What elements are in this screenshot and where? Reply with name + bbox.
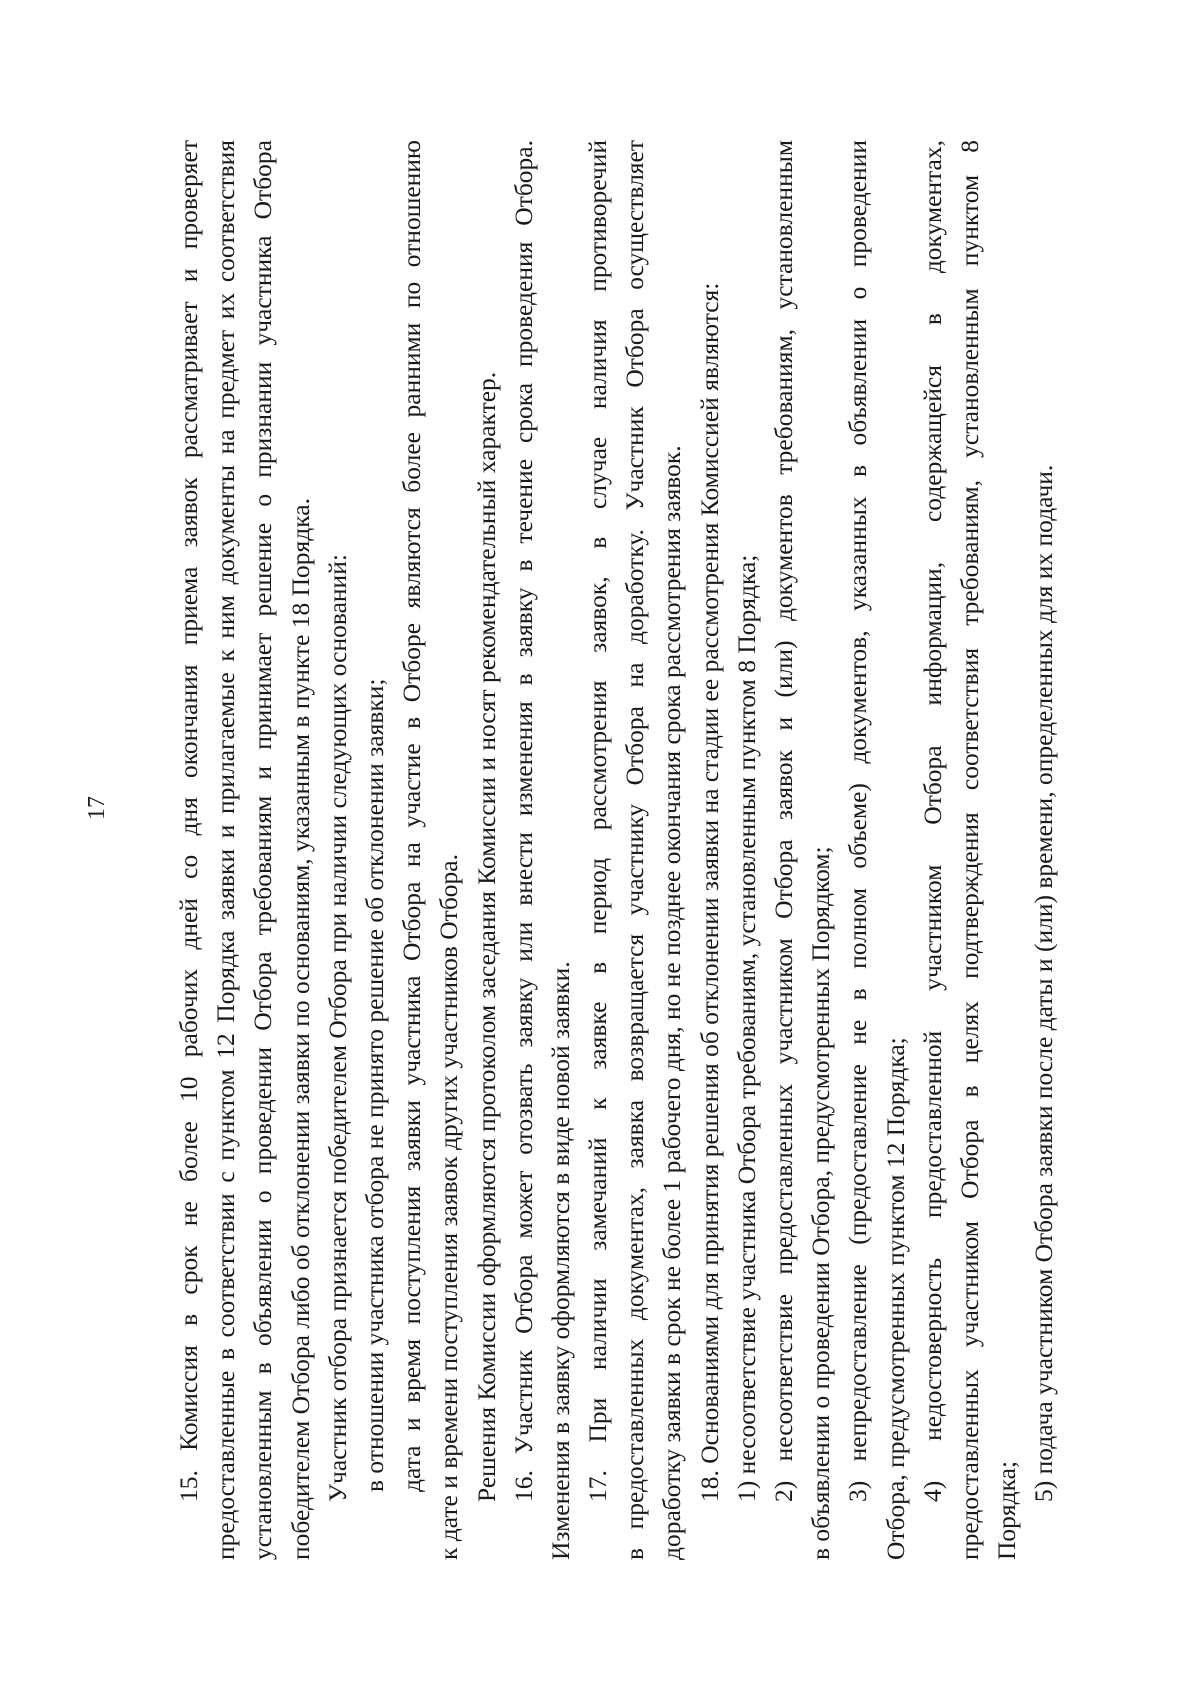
text-line: Отбора, предусмотренных пунктом 12 Порядка; [880, 1037, 910, 1560]
text-line: 18. Основаниями для принятия решения об отклонении заявки на стадии ее рассмотрения Комиссией являются: [694, 282, 724, 1502]
text-line: победителем Отбора либо об отклонении заявки по основаниям, указанным в пункте 18 Порядка. [285, 498, 315, 1560]
text-line: в объявлении о проведении Отбора, предусмотренных Порядком; [806, 846, 836, 1560]
text-line: Решения Комиссии оформляются протоколом заседания Комиссии и носят рекомендательный характер. [471, 371, 501, 1502]
text-line: 3) непредоставление (предоставление не в полном объеме) документов, указанных в объявлении о проведении [843, 140, 873, 1502]
text-line: Порядка; [992, 1460, 1022, 1560]
text-line: в отношении участника отбора не принято решение об отклонении заявки; [359, 678, 389, 1492]
text-line: в предоставленных документах, заявка возвращается участнику Отбора на доработку. Участник Отбора осуществляет [620, 140, 650, 1560]
text-line: 15. Комиссия в срок не более 10 рабочих дней со дня окончания приема заявок рассматривает и проверяет [174, 140, 203, 1502]
text-line: 2) несоответствие предоставленных участником Отбора заявок и (или) документов требованиям, установленным [769, 140, 798, 1502]
text-line: Изменения в заявку оформляются в виде новой заявки. [545, 961, 575, 1560]
text-line: предоставленные в соответствии с пунктом 12 Порядка заявки и прилагаемые к ним документы на предмет их соответствия [211, 140, 241, 1560]
text-line: 1) несоответствие участника Отбора требованиям, установленным пунктом 8 Порядка; [731, 554, 761, 1502]
page-number: 17 [84, 796, 110, 820]
text-line: 5) подача участником Отбора заявки после даты и (или) времени, определенных для их подачи. [1029, 464, 1059, 1502]
text-line: предоставленных участником Отбора в целях подтверждения соответствия требованиям, установленным пунктом 8 [954, 140, 984, 1560]
text-line: доработку заявки в срок не более 1 рабочего дня, но не позднее окончания срока рассмотрения заявок. [657, 445, 687, 1560]
body-text [170, 140, 1063, 1560]
text-line: 17. При наличии замечаний к заявке в период рассмотрения заявок, в случае наличия противоречий [583, 140, 613, 1502]
text-line: Участник отбора признается победителем Отбора при наличии следующих оснований: [322, 554, 352, 1502]
text-line: дата и время поступления заявки участника Отбора на участие в Отборе являются более ранними по отношению [397, 140, 427, 1492]
text-line: к дате и времени поступления заявок других участников Отбора. [434, 854, 464, 1560]
text-line: установленным в объявлении о проведении Отбора требованиям и принимает решение о признании участника Отбора [248, 140, 278, 1560]
text-line: 16. Участник Отбора может отозвать заявку или внести изменения в заявку в течение срока проведения Отбора. [508, 140, 538, 1502]
text-line: 4) недостоверность предоставленной участником Отбора информации, содержащейся в документах, [917, 140, 947, 1502]
rotated-page-content [84, 140, 1063, 1560]
